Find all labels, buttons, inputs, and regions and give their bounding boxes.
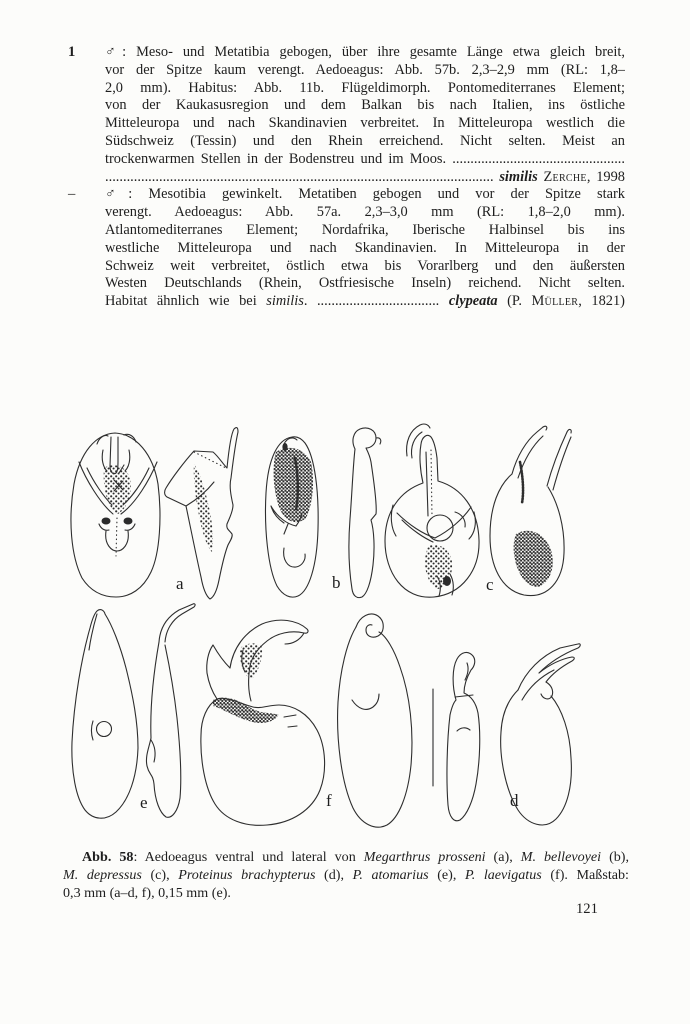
- fig-f-ventral: [201, 620, 325, 825]
- caption-line: 0,3 mm (a–d, f), 0,15 mm (e).: [63, 884, 231, 901]
- caption-line: M. depressus (c), Proteinus brachypterus (d), P. atomarius (e), P. laevigatus (f). Maßstab:: [63, 866, 629, 883]
- figure-caption: [63, 849, 629, 902]
- key-line: westliche Mitteleuropa und nach Skandinavien. In Mitteleuropa in der: [105, 239, 625, 256]
- key-entry-1: [68, 44, 625, 186]
- key-line: Südschweiz (Tessin) und den Rhein erreichend. Nicht selten. Meist an: [105, 132, 625, 149]
- fig-c-ventral: [385, 424, 479, 597]
- key-line: von der Kaukasusregion und dem Balkan bis nach Italien, ins östliche: [105, 97, 625, 114]
- fig-c-lateral: [490, 426, 571, 595]
- fig-d-ventral: [447, 652, 480, 820]
- key-line: Mitteleuropa und nach Skandinavien verbreitet. In Mitteleuropa westlich die: [105, 115, 625, 132]
- caption-line: Abb. 58: Aedoeagus ventral und lateral von Megarthrus prosseni (a), M. bellevoyei (b),: [82, 849, 629, 865]
- fig-label-b: b: [332, 573, 341, 592]
- fig-label-e: e: [140, 793, 148, 812]
- key-line: vor der Spitze kaum verengt. Aedoeagus: Abb. 57b. 2,3–2,9 mm (RL: 1,8–: [105, 61, 625, 78]
- key-line: Westen Deutschlands (Rhein, Ostfriesische Inseln) reichend. Nicht selten.: [105, 275, 625, 292]
- key-line: ♂: Mesotibia gewinkelt. Metatiben gebogen und vor der Spitze stark: [105, 186, 625, 203]
- key-line: ♂: Meso- und Metatibia gebogen, über ihre gesamte Länge etwa gleich breit,: [105, 44, 625, 60]
- key-entry-text: [105, 44, 625, 186]
- fig-a-ventral: [71, 433, 160, 597]
- fig-b-ventral: [265, 437, 318, 597]
- key-entry-marker: –: [68, 186, 76, 203]
- key-entry-2: [68, 186, 625, 311]
- key-line: Atlantomediterranes Element; Nordafrika, Iberische Halbinsel bis ins: [105, 221, 625, 238]
- key-line: verengt. Aedoeagus: Abb. 57a. 2,3–3,0 mm (RL: 1,8–2,0 mm).: [105, 204, 625, 221]
- page-number: 121: [576, 901, 598, 917]
- fig-f-lateral: [338, 614, 412, 827]
- key-line-species-clypeata: Habitat ähnlich wie bei similis. .................................. clypeata (P. Müller, 1821): [105, 293, 625, 310]
- identification-key: [68, 44, 625, 311]
- fig-label-f: f: [326, 791, 332, 810]
- key-entry-marker: 1: [68, 44, 76, 60]
- key-line: 2,0 mm). Habitus: Abb. 11b. Flügeldimorph. Pontomediterranes Element;: [105, 79, 625, 96]
- key-line: Schweiz weit verbreitet, östlich etwa bis Vorarlberg und den äußersten: [105, 257, 625, 274]
- fig-e-lateral: [146, 604, 195, 818]
- fig-b-lateral: [349, 428, 381, 598]
- key-line-species-similis: ............................................................................................................ similis Zerche, 1998: [105, 168, 625, 185]
- key-entry-text: [105, 186, 625, 311]
- fig-label-c: c: [486, 575, 494, 594]
- fig-label-d: d: [510, 791, 519, 810]
- fig-e-ventral: [72, 610, 138, 819]
- key-line: trockenwarmen Stellen in der Bodenstreu und im Moos. ................................................: [105, 150, 625, 167]
- fig-label-a: a: [176, 574, 184, 593]
